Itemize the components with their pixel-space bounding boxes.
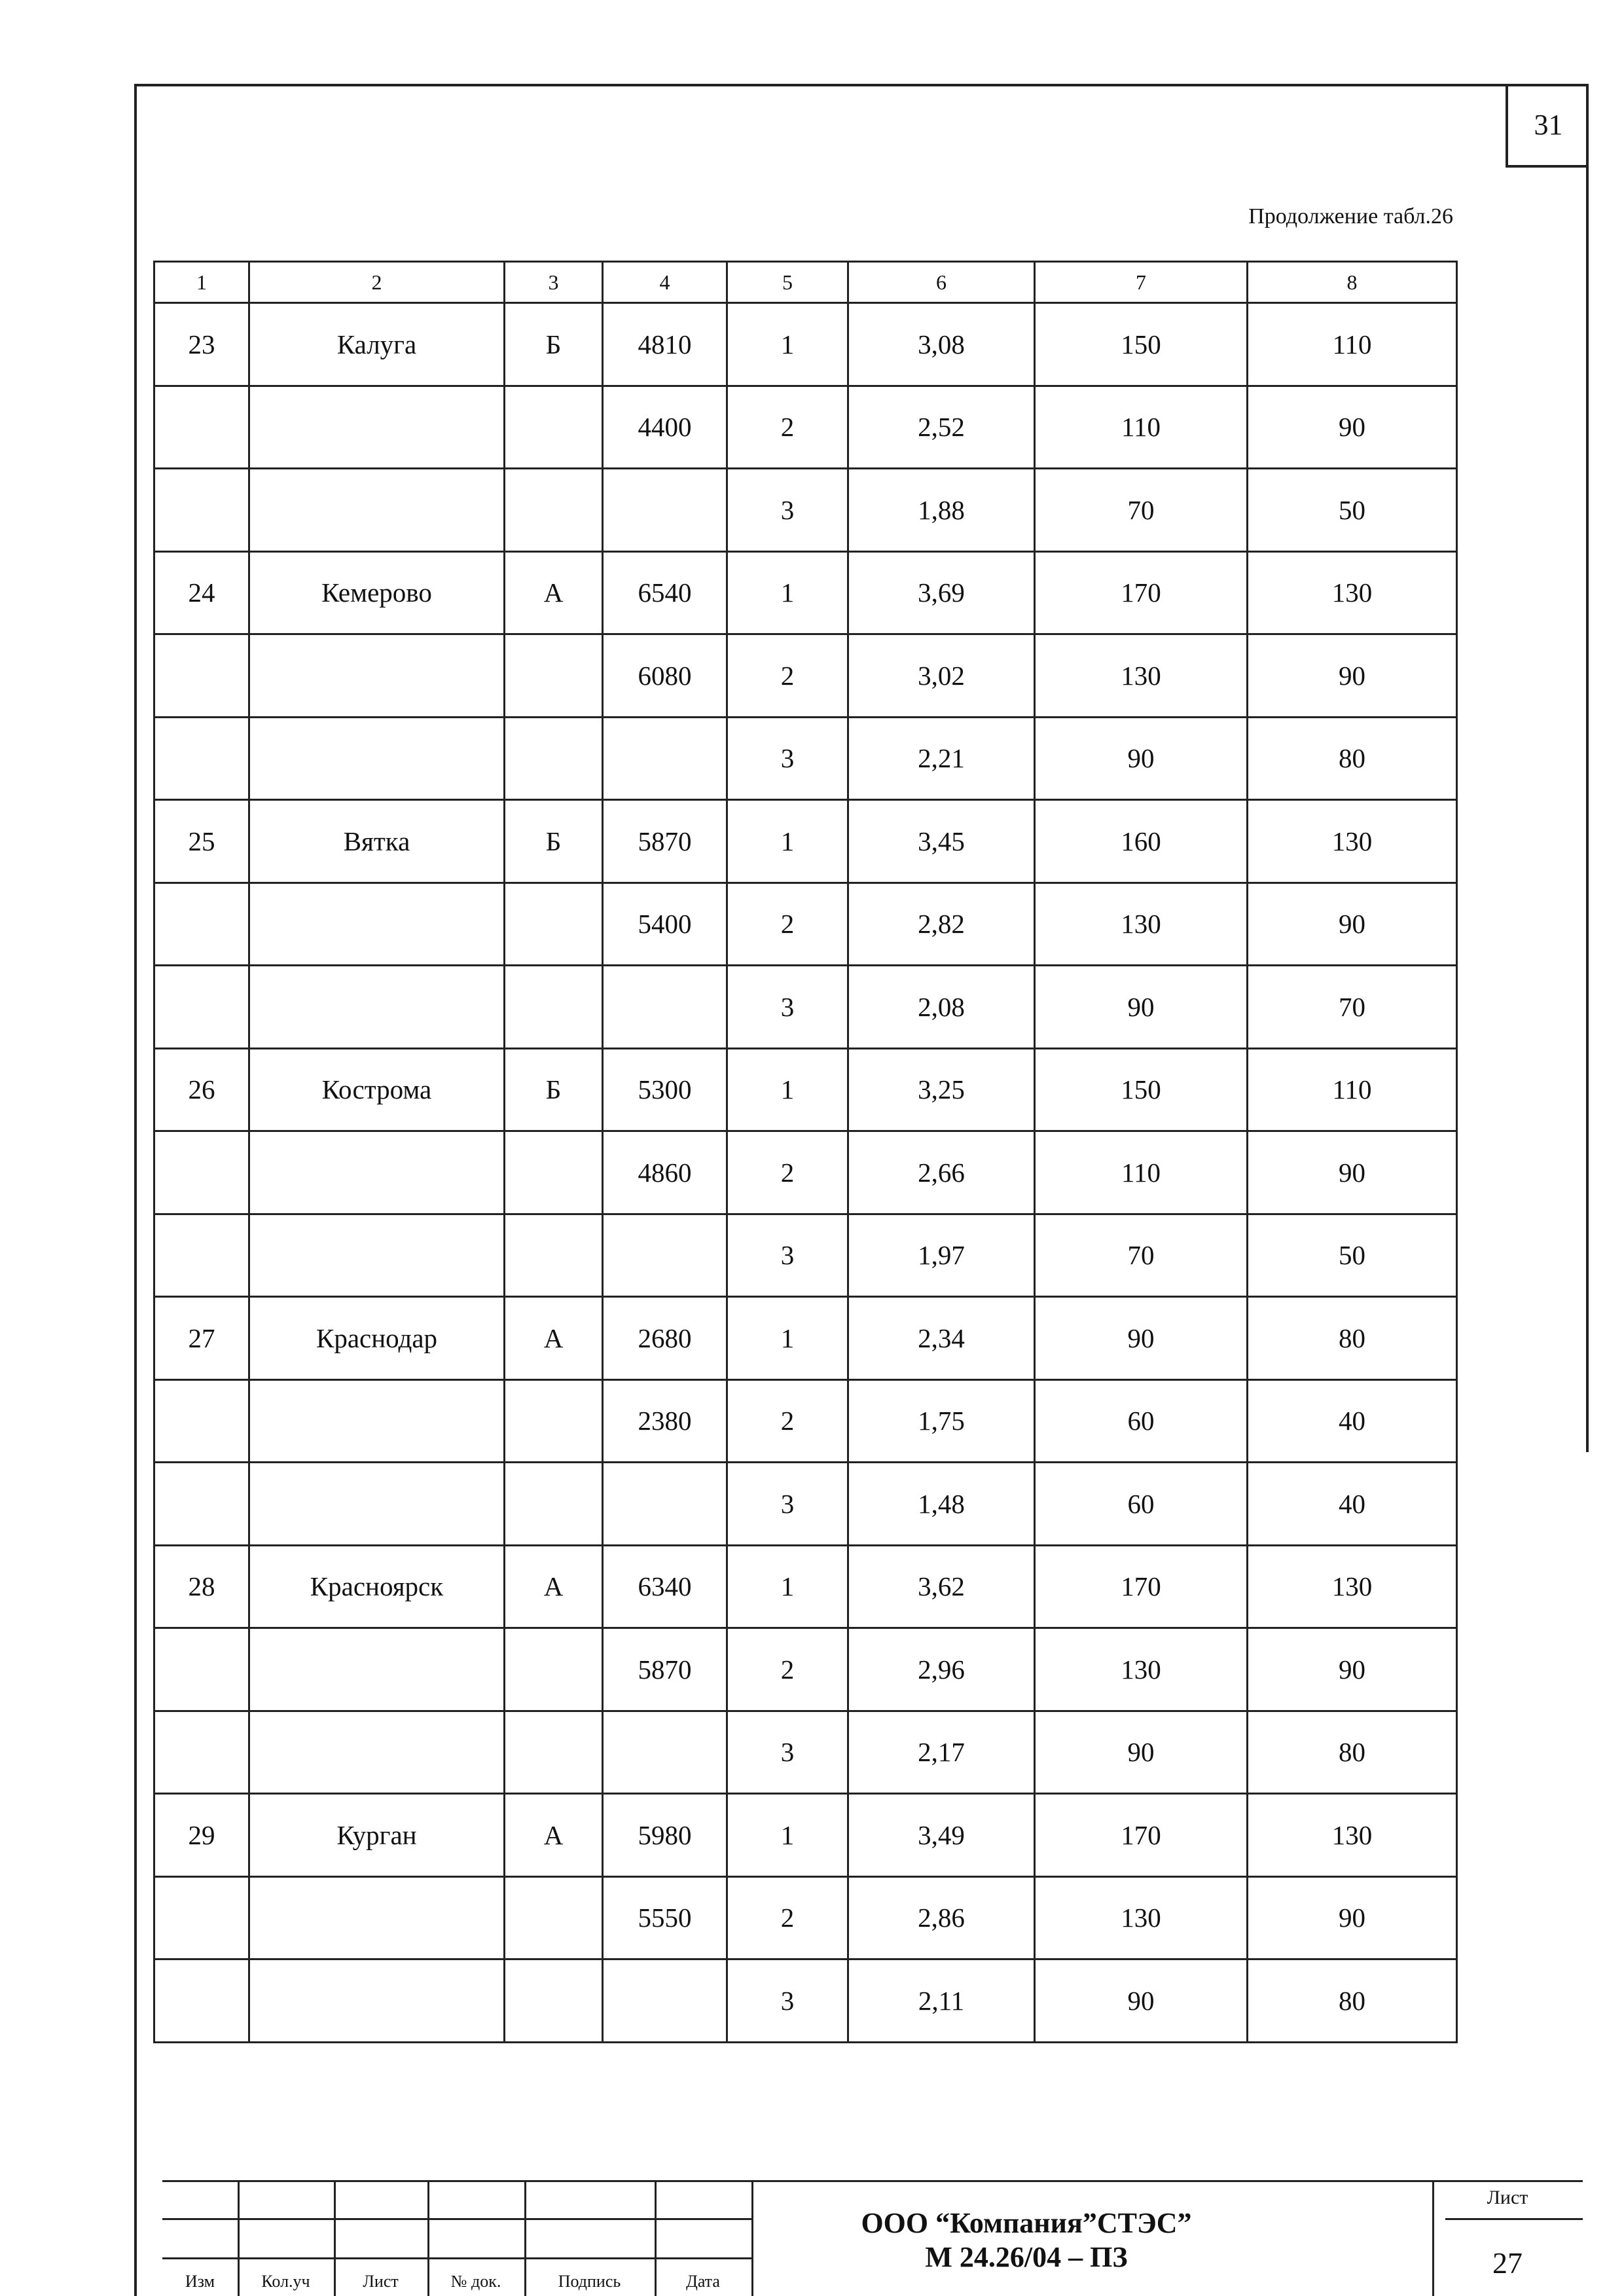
title-block-row-line-1 xyxy=(162,2218,751,2220)
table-cell xyxy=(154,1214,249,1297)
table-cell: 170 xyxy=(1035,551,1248,634)
page-number-box xyxy=(1506,84,1589,168)
table-cell: 150 xyxy=(1035,1048,1248,1131)
table-cell: 90 xyxy=(1035,1959,1248,2043)
table-row xyxy=(154,469,1457,552)
table-cell: 1 xyxy=(727,1794,848,1877)
table-cell xyxy=(505,634,603,718)
sheet-number: 27 xyxy=(1492,2246,1523,2280)
table-cell: 50 xyxy=(1248,469,1457,552)
title-block xyxy=(162,2180,1583,2296)
page-number: 31 xyxy=(1534,108,1563,141)
table-cell xyxy=(603,1959,727,2043)
document-code: М 24.26/04 – ПЗ xyxy=(925,2241,1128,2273)
table-cell xyxy=(603,1463,727,1546)
sheet-label: Лист xyxy=(1487,2187,1528,2208)
table-cell xyxy=(154,966,249,1049)
table-cell: 110 xyxy=(1035,1131,1248,1214)
table-cell xyxy=(505,1876,603,1959)
table-cell xyxy=(249,1214,505,1297)
table-cell: 90 xyxy=(1035,1711,1248,1794)
title-block-top-line xyxy=(162,2180,1583,2182)
table-cell: Б xyxy=(505,1048,603,1131)
table-cell xyxy=(154,1711,249,1794)
table-cell: 2,86 xyxy=(848,1876,1035,1959)
table-cell: 3 xyxy=(727,1711,848,1794)
title-block-row-line-2 xyxy=(162,2257,751,2259)
table-cell xyxy=(249,883,505,966)
table-cell: 23 xyxy=(154,303,249,386)
table-cell: 2 xyxy=(727,1876,848,1959)
table-cell: Вятка xyxy=(249,800,505,883)
table-row xyxy=(154,1131,1457,1214)
column-header-cell: 7 xyxy=(1035,262,1248,303)
table-cell xyxy=(154,1131,249,1214)
table-cell: 60 xyxy=(1035,1379,1248,1463)
table-cell: Кострома xyxy=(249,1048,505,1131)
table-cell: 1 xyxy=(727,1297,848,1380)
table-cell: Краснодар xyxy=(249,1297,505,1380)
table-row xyxy=(154,1463,1457,1546)
rev-label: Изм xyxy=(185,2272,215,2291)
table-cell xyxy=(154,1463,249,1546)
table-row xyxy=(154,800,1457,883)
table-cell xyxy=(249,1379,505,1463)
table-row xyxy=(154,717,1457,800)
doc-number-label: № док. xyxy=(450,2272,501,2291)
table-cell: Красноярск xyxy=(249,1545,505,1628)
table-cell xyxy=(505,883,603,966)
table-cell xyxy=(249,1711,505,1794)
table-cell: 90 xyxy=(1248,634,1457,718)
table-cell: 80 xyxy=(1248,1297,1457,1380)
table-cell: Кемерово xyxy=(249,551,505,634)
table-cell: 2,08 xyxy=(848,966,1035,1049)
table-cell xyxy=(249,1876,505,1959)
table-cell: 150 xyxy=(1035,303,1248,386)
table-continuation-caption: Продолжение табл.26 xyxy=(1248,204,1453,228)
table-cell xyxy=(505,386,603,469)
table-cell: 90 xyxy=(1035,1297,1248,1380)
table-row xyxy=(154,303,1457,386)
table-cell: 2 xyxy=(727,1628,848,1711)
table-cell: 1 xyxy=(727,1545,848,1628)
table-cell: 2,11 xyxy=(848,1959,1035,2043)
table-cell xyxy=(154,1379,249,1463)
table-cell: 3 xyxy=(727,1959,848,2043)
table-cell: 3 xyxy=(727,717,848,800)
table-row xyxy=(154,883,1457,966)
table-cell: 1,97 xyxy=(848,1214,1035,1297)
table-cell: 130 xyxy=(1248,1794,1457,1877)
table-cell: 2 xyxy=(727,386,848,469)
table-cell xyxy=(249,1131,505,1214)
column-header-cell: 6 xyxy=(848,262,1035,303)
table-cell xyxy=(154,717,249,800)
table-cell: А xyxy=(505,551,603,634)
table-cell: Б xyxy=(505,800,603,883)
table-cell: 3 xyxy=(727,966,848,1049)
table-cell: 2 xyxy=(727,1131,848,1214)
table-cell: 130 xyxy=(1035,634,1248,718)
table-cell xyxy=(603,1214,727,1297)
table-cell xyxy=(154,883,249,966)
table-header-row xyxy=(154,262,1457,303)
table-cell: 130 xyxy=(1248,800,1457,883)
table-cell: 5550 xyxy=(603,1876,727,1959)
table-cell: 90 xyxy=(1248,1628,1457,1711)
table-cell xyxy=(154,386,249,469)
column-header-cell: 2 xyxy=(249,262,505,303)
frame-left-border xyxy=(134,84,137,2296)
table-cell xyxy=(249,469,505,552)
table-cell xyxy=(249,386,505,469)
table-row xyxy=(154,1545,1457,1628)
table-cell xyxy=(154,1959,249,2043)
table-cell xyxy=(505,1711,603,1794)
table-cell: 5980 xyxy=(603,1794,727,1877)
table-cell: 27 xyxy=(154,1297,249,1380)
table-cell: 70 xyxy=(1035,1214,1248,1297)
table-cell: 90 xyxy=(1035,966,1248,1049)
table-cell: 29 xyxy=(154,1794,249,1877)
table-cell: 130 xyxy=(1248,1545,1457,1628)
table-cell: 1,48 xyxy=(848,1463,1035,1546)
table-cell: 5300 xyxy=(603,1048,727,1131)
table-cell: А xyxy=(505,1297,603,1380)
company-block xyxy=(751,2206,1301,2274)
table-cell: Курган xyxy=(249,1794,505,1877)
table-cell: 3,62 xyxy=(848,1545,1035,1628)
table-cell xyxy=(505,1463,603,1546)
table-cell xyxy=(603,469,727,552)
table-row xyxy=(154,1379,1457,1463)
table-cell: 4810 xyxy=(603,303,727,386)
table-cell: 1 xyxy=(727,303,848,386)
table-cell: 4400 xyxy=(603,386,727,469)
table-cell: 24 xyxy=(154,551,249,634)
table-cell: Б xyxy=(505,303,603,386)
table-cell: 5870 xyxy=(603,800,727,883)
table-cell: 80 xyxy=(1248,1959,1457,2043)
table-row xyxy=(154,1628,1457,1711)
table-cell: 110 xyxy=(1035,386,1248,469)
table-cell xyxy=(603,717,727,800)
table-cell: 130 xyxy=(1035,1876,1248,1959)
table-cell: 3,08 xyxy=(848,303,1035,386)
column-header-cell: 3 xyxy=(505,262,603,303)
table-row xyxy=(154,551,1457,634)
table-cell xyxy=(505,1131,603,1214)
column-header-cell: 8 xyxy=(1248,262,1457,303)
table-cell: А xyxy=(505,1545,603,1628)
column-header-cell: 5 xyxy=(727,262,848,303)
table-cell: 130 xyxy=(1248,551,1457,634)
table-cell: 2,82 xyxy=(848,883,1035,966)
table-cell xyxy=(603,1711,727,1794)
table-row xyxy=(154,1297,1457,1380)
table-cell: 170 xyxy=(1035,1545,1248,1628)
table-cell: 2,21 xyxy=(848,717,1035,800)
company-name: ООО “Компания”СТЭС” xyxy=(861,2207,1192,2239)
table-cell xyxy=(505,1379,603,1463)
table-cell: 3,25 xyxy=(848,1048,1035,1131)
table-cell: Калуга xyxy=(249,303,505,386)
table-row xyxy=(154,634,1457,718)
table-cell: 70 xyxy=(1248,966,1457,1049)
table-cell: 28 xyxy=(154,1545,249,1628)
table-cell: 90 xyxy=(1248,883,1457,966)
date-label: Дата xyxy=(686,2272,720,2291)
table-row xyxy=(154,1214,1457,1297)
table-row xyxy=(154,1876,1457,1959)
table-cell: А xyxy=(505,1794,603,1877)
table-cell: 170 xyxy=(1035,1794,1248,1877)
frame-right-border xyxy=(1586,84,1589,1452)
sheet-col-label: Лист xyxy=(363,2272,399,2291)
table-cell xyxy=(505,1214,603,1297)
table-cell: 5400 xyxy=(603,883,727,966)
table-cell xyxy=(505,966,603,1049)
table-cell xyxy=(603,966,727,1049)
table-cell: 70 xyxy=(1035,469,1248,552)
table-cell: 3,45 xyxy=(848,800,1035,883)
table-cell xyxy=(154,634,249,718)
qty-label: Кол.уч xyxy=(261,2272,310,2291)
table-cell: 2380 xyxy=(603,1379,727,1463)
table-cell: 4860 xyxy=(603,1131,727,1214)
table-cell: 3,69 xyxy=(848,551,1035,634)
table-cell xyxy=(154,469,249,552)
table-cell xyxy=(249,634,505,718)
table-cell: 1 xyxy=(727,1048,848,1131)
table-cell: 3 xyxy=(727,469,848,552)
table-cell xyxy=(505,1628,603,1711)
table-cell: 2 xyxy=(727,883,848,966)
table-cell: 2 xyxy=(727,634,848,718)
table-cell: 6540 xyxy=(603,551,727,634)
table-cell: 1,88 xyxy=(848,469,1035,552)
table-cell: 6080 xyxy=(603,634,727,718)
table-row xyxy=(154,386,1457,469)
table-cell: 60 xyxy=(1035,1463,1248,1546)
table-cell xyxy=(154,1628,249,1711)
table-cell xyxy=(249,966,505,1049)
table-cell: 3 xyxy=(727,1214,848,1297)
table-cell: 2,96 xyxy=(848,1628,1035,1711)
table-cell xyxy=(249,1959,505,2043)
table-row xyxy=(154,1048,1457,1131)
table-cell xyxy=(505,717,603,800)
sheet-cell-line xyxy=(1445,2218,1583,2220)
signature-label: Подпись xyxy=(558,2272,621,2291)
table-cell: 50 xyxy=(1248,1214,1457,1297)
table-cell xyxy=(249,1628,505,1711)
table-cell: 130 xyxy=(1035,883,1248,966)
table-cell: 2,34 xyxy=(848,1297,1035,1380)
table-cell xyxy=(154,1876,249,1959)
table-cell: 90 xyxy=(1035,717,1248,800)
table-cell: 130 xyxy=(1035,1628,1248,1711)
table-cell xyxy=(249,717,505,800)
table-cell: 40 xyxy=(1248,1463,1457,1546)
table-cell: 2,52 xyxy=(848,386,1035,469)
table-cell: 3,49 xyxy=(848,1794,1035,1877)
table-cell: 80 xyxy=(1248,1711,1457,1794)
table-row xyxy=(154,966,1457,1049)
table-cell: 40 xyxy=(1248,1379,1457,1463)
table-cell: 1,75 xyxy=(848,1379,1035,1463)
table-row xyxy=(154,1711,1457,1794)
table-cell: 90 xyxy=(1248,386,1457,469)
table-cell: 26 xyxy=(154,1048,249,1131)
frame-top-border xyxy=(134,84,1589,86)
table-cell: 5870 xyxy=(603,1628,727,1711)
table-cell: 6340 xyxy=(603,1545,727,1628)
table-row xyxy=(154,1959,1457,2043)
column-header-cell: 1 xyxy=(154,262,249,303)
table-cell: 3 xyxy=(727,1463,848,1546)
table-cell: 160 xyxy=(1035,800,1248,883)
data-table xyxy=(153,261,1458,2043)
table-cell: 2,17 xyxy=(848,1711,1035,1794)
table-cell: 80 xyxy=(1248,717,1457,800)
table-cell: 2,66 xyxy=(848,1131,1035,1214)
table-cell: 1 xyxy=(727,800,848,883)
table-cell xyxy=(505,469,603,552)
column-header-cell: 4 xyxy=(603,262,727,303)
table-cell: 1 xyxy=(727,551,848,634)
table-cell: 110 xyxy=(1248,1048,1457,1131)
table-cell: 110 xyxy=(1248,303,1457,386)
table-cell xyxy=(249,1463,505,1546)
table-cell: 90 xyxy=(1248,1131,1457,1214)
table-cell: 2680 xyxy=(603,1297,727,1380)
table-cell: 3,02 xyxy=(848,634,1035,718)
table-cell: 90 xyxy=(1248,1876,1457,1959)
table-row xyxy=(154,1794,1457,1877)
table-cell xyxy=(505,1959,603,2043)
table-cell: 25 xyxy=(154,800,249,883)
table-cell: 2 xyxy=(727,1379,848,1463)
